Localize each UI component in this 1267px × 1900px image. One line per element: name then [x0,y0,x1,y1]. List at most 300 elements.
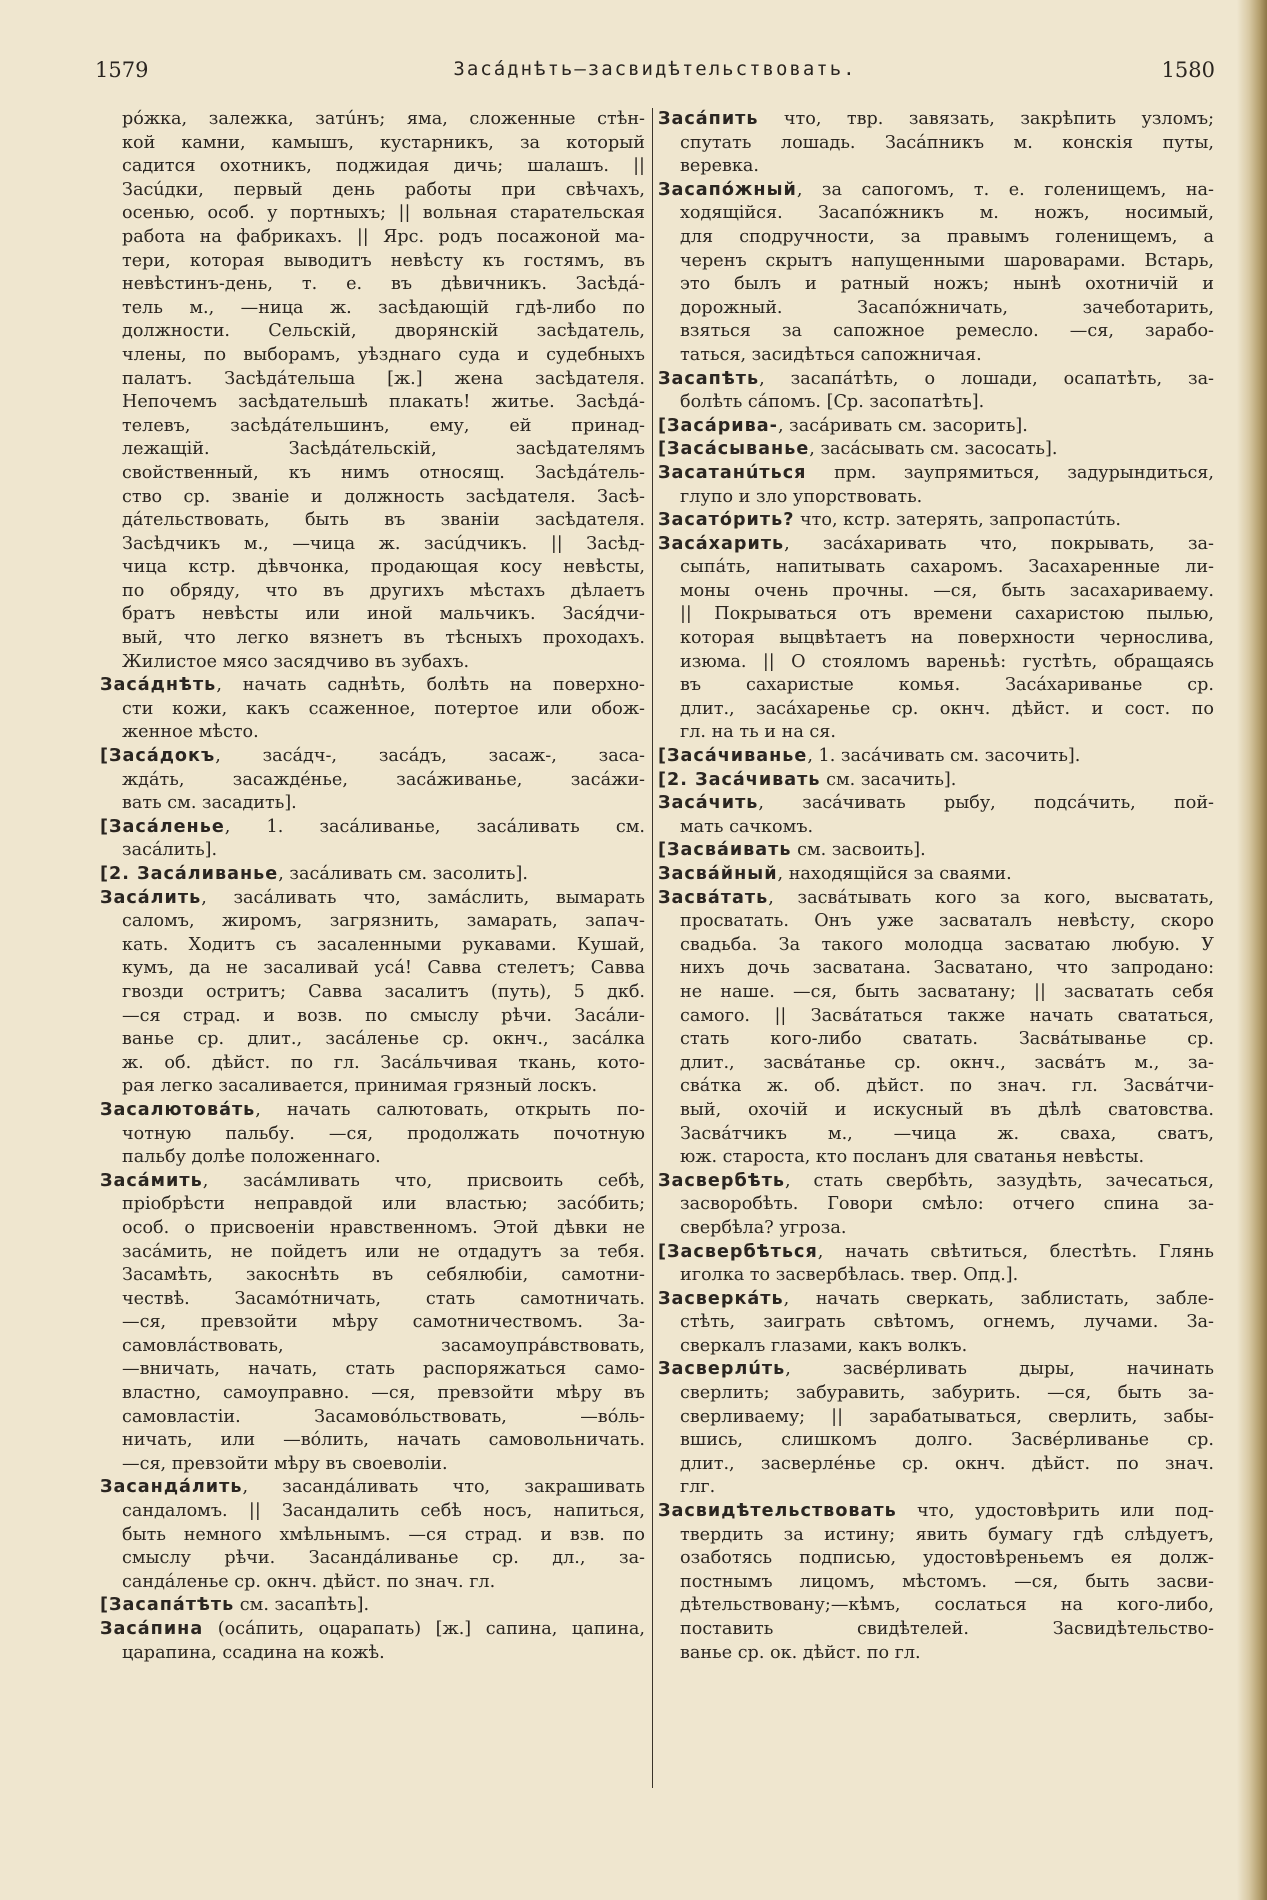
entry-text: болѣть сáпомъ. [Ср. засопатѣть]. [680,392,985,413]
entry-text: вать см. засадить]. [122,793,297,814]
entry-line [658,202,1214,226]
entry-text: Засúдки, первый день работы при свѣчахъ, [122,179,645,200]
entry-line [100,745,645,769]
entry-text: въ сахаристые комья. Засáхариванье ср. [680,675,1214,696]
entry-text: , засáривать см. засорить]. [777,415,1028,436]
entry-text: иголка то засвербѣлась. твер. Опд.]. [680,1265,1019,1286]
entry-line [100,1642,645,1666]
entry-line [100,179,645,203]
dictionary-entry [100,1170,645,1477]
entry-text: , за сапогомъ, т. е. голенищемъ, на- [796,179,1214,200]
entry-line [658,297,1214,321]
entry-line [658,1453,1214,1477]
entry-text: кумъ, да не засаливай усá! Савва стелетъ; Савва [122,958,645,979]
entry-line [100,1429,645,1453]
entry-text: поставить свидѣтелей. Засвидѣтельство- [680,1619,1214,1639]
entry-text: особ. о присвоеніи нравственномъ. Этой дѣвки не [122,1217,645,1238]
entry-text: , находящійся за сваями. [777,864,1012,884]
headword: Засверкáть [658,1288,784,1309]
entry-line [658,391,1214,415]
entry-text: властно, самоуправно. —ся, превзойти мѣру въ [122,1383,645,1404]
entry-line [100,226,645,250]
entry-text: сандáленье ср. окнч. дѣйст. по знач. гл. [122,1571,496,1592]
entry-text: вый, охочій и искусный въ дѣлѣ сватовства. [680,1099,1214,1120]
entry-line [100,1005,645,1029]
entry-line [100,1123,645,1147]
entry-text: твердить за истину; явить бумагу гдѣ слѣдуетъ, [680,1524,1214,1545]
entry-text: таться, засидѣться сапожничая. [680,344,982,365]
entry-line [100,580,645,604]
headword: Засáпина [100,1619,204,1639]
entry-line [658,533,1214,557]
entry-line [100,934,645,958]
entry-line [100,1241,645,1265]
entry-text: ванье ср. длит., засáленье ср. окнч., засáлка [122,1029,645,1050]
entry-line [100,108,645,132]
dictionary-entry [100,1594,645,1618]
entry-text: , стать свербѣть, зазудѣть, зачесаться, [785,1170,1214,1191]
entry-line [658,721,1214,745]
entry-line [100,202,645,226]
entry-text: см. засапѣть]. [234,1595,370,1616]
entry-line [658,108,1214,132]
entry-line [100,1571,645,1595]
entry-line [100,438,645,462]
entry-line [658,1429,1214,1453]
column-left [100,108,645,1665]
entry-text: невѣстинъ-день, т. е. въ дѣвичникъ. Засѣдá- [122,274,645,295]
entry-line [658,462,1214,486]
entry-line [658,1642,1214,1666]
entry-text: свадьба. За такого молодца засватаю любую. У [680,934,1214,955]
entry-text: , 1. засáливанье, засáливать см. [224,816,645,837]
entry-line [100,368,645,392]
entry-line [100,1382,645,1406]
entry-text: черенъ скрытъ напущенными шароварами. Встарь, [680,250,1214,271]
dictionary-entry [658,438,1214,462]
entry-text: , начать салютовать, открыть по- [255,1099,645,1120]
entry-line [658,1193,1214,1217]
entry-line [658,273,1214,297]
entry-text: должности. Сельскій, дворянскій засѣдатель, [122,321,645,342]
entry-text: женное мѣсто. [122,722,259,743]
entry-line [658,1028,1214,1052]
entry-line [658,320,1214,344]
entry-text: , засвéрливать дыры, начинать [785,1359,1214,1380]
entry-text: спутать лошадь. Засáпникъ м. конскія путы, [680,132,1214,153]
column-divider [652,108,653,1788]
dictionary-entry [100,108,645,674]
headword: [Засáчиванье [658,746,808,767]
entry-text: свербѣла? угроза. [680,1217,847,1238]
dictionary-entry [100,863,645,887]
headword: [Засвáивать [658,840,792,861]
entry-line [100,1453,645,1477]
entry-text: вый, что легко вязнетъ въ тѣсныхъ проходахъ. [122,628,645,649]
entry-line [658,1099,1214,1123]
entry-line [100,1193,645,1217]
dictionary-entry [100,674,645,745]
entry-line [100,344,645,368]
entry-line [100,273,645,297]
entry-line [100,1052,645,1076]
headword: Засáднѣть [100,675,217,696]
entry-line [658,674,1214,698]
entry-line [658,1146,1214,1170]
entry-text: см. засачить]. [820,769,957,790]
entry-text: глупо и зло упорствовать. [680,486,923,507]
entry-line [100,1335,645,1359]
entry-line [100,839,645,863]
entry-text: пріобрѣсти неправдой или властью; засóбить; [122,1194,645,1215]
dictionary-entry [658,1170,1214,1241]
entry-text: не наше. —ся, быть засватану; || засватать себя [680,981,1214,1002]
entry-text: , засандáливать что, закрашивать [242,1477,645,1498]
entry-line [658,486,1214,510]
headword: Засáмить [100,1170,203,1191]
entry-text: для сподручности, за правымъ голенищемъ, а [680,226,1214,247]
headword: [Засвербѣться [658,1241,818,1262]
entry-line [100,887,645,911]
entry-line [658,603,1214,627]
entry-line [100,698,645,722]
entry-line [658,1406,1214,1430]
entry-line [100,981,645,1005]
entry-line [100,1217,645,1241]
entry-line [658,934,1214,958]
dictionary-entry [658,533,1214,745]
entry-line [658,1358,1214,1382]
entry-line [658,1264,1214,1288]
entry-text: нихъ дочь засватана. Засватано, что запродано: [680,958,1214,979]
entry-text: сандаломъ. || Засандалить себѣ носъ, напиться, [122,1501,645,1522]
entry-text: , засáмливать что, присвоить себѣ, [202,1170,645,1191]
headword: [Засáдокъ [100,746,216,767]
dictionary-entry [658,108,1214,179]
entry-line [100,603,645,627]
entry-line [658,438,1214,462]
entry-line [100,320,645,344]
entry-text: засворобѣть. Говори смѣло: отчего спина за- [680,1194,1214,1215]
entry-text: братъ невѣсты или иной мальчикъ. Зася́дчи- [122,604,645,625]
entry-text: просватать. Онъ уже засваталъ невѣсту, скоро [680,911,1214,932]
entry-line [658,509,1214,533]
entry-text: ванье ср. ок. дѣйст. по гл. [680,1642,921,1663]
entry-line [658,698,1214,722]
entry-text: Засвáтчикъ м., —чица ж. сваха, сватъ, [680,1123,1214,1144]
entry-text: , начать сверкать, заблистать, забле- [783,1288,1214,1309]
entry-text: озаботясь подписью, удостовѣреньемъ ея долж- [680,1548,1214,1569]
entry-text: быть немного хмѣльнымъ. —ся страд. и взв. по [122,1524,645,1545]
entry-text: тель м., —ница ж. засѣдающій гдѣ-либо по [122,297,645,318]
entry-text: , засáливать см. засолить]. [278,864,528,884]
entry-line [100,509,645,533]
page-number-right: 1580 [1161,58,1215,82]
entry-text: это былъ и ратный ножъ; нынѣ охотничій и [680,274,1214,295]
entry-line [100,1264,645,1288]
entry-text: гвозди остритъ; Савва засалитъ (путь), 5 дкб. [122,981,645,1002]
entry-text: телевъ, засѣдáтельшинъ, ему, ей принад- [122,415,645,436]
headword: [Засáсыванье [658,439,810,460]
headword: Засатанúться [658,462,807,483]
column-right [658,108,1214,1665]
entry-text: сверкалъ глазами, какъ волкъ. [680,1335,968,1356]
entry-line [658,769,1214,793]
entry-text: , засáхаривать что, покрывать, за- [784,533,1214,554]
entry-line [658,1476,1214,1500]
entry-line [658,580,1214,604]
entry-line [658,792,1214,816]
entry-text: свойственный, къ нимъ относящ. Засѣдáтель- [122,462,645,483]
headword: Засверлúть [658,1359,786,1380]
dictionary-entry [658,368,1214,415]
entry-line [100,556,645,580]
entry-text: Жилистое мясо засядчиво въ зубахъ. [122,651,470,672]
entry-text: дáтельствовать, быть въ званіи засѣдателя. [122,510,645,531]
entry-line [658,745,1214,769]
entry-line [100,155,645,179]
entry-text: —ся, превзойти мѣру самотничествомъ. За- [122,1312,645,1333]
entry-line [658,368,1214,392]
entry-line [658,1075,1214,1099]
entry-line [658,1005,1214,1029]
entry-text: , засапáтѣть, о лошади, осапатѣть, за- [759,368,1214,389]
entry-text: см. засвоить]. [791,840,926,861]
headword: [Засáрива- [658,415,778,436]
entry-line [100,1311,645,1335]
entry-text: чествѣ. Засамóтничать, стать самотничать. [122,1288,645,1309]
entry-text: осенью, особ. у портныхъ; || вольная старательская [122,203,645,224]
entry-line [658,1052,1214,1076]
entry-line [100,1146,645,1170]
entry-text: прм. заупрямиться, задурындиться, [806,462,1214,483]
entry-line [658,226,1214,250]
headword: Засапѣть [658,368,760,389]
entry-text: садится охотникъ, поджидая дичь; шалашъ. || [122,156,645,177]
entry-text: дѣтельствовану;—кѣмъ, сослаться на кого-либо, [680,1595,1214,1616]
entry-text: , 1. засáчивать см. засочить]. [807,746,1081,767]
entry-line [658,1571,1214,1595]
entry-line [658,887,1214,911]
entry-line [100,1099,645,1123]
book-binding-edge [1237,0,1267,1900]
entry-text: веревка. [680,156,759,177]
dictionary-entry [658,745,1214,769]
entry-text: мать сачкомъ. [680,816,814,837]
entry-text: взяться за сапожное ремесло. —ся, зарабо- [680,321,1214,342]
dictionary-entry [100,1476,645,1594]
entry-text: самого. || Засвáтаться также начать свататься, [680,1005,1214,1026]
entry-text: что, удостовѣрить или под- [896,1501,1214,1522]
entry-line [658,179,1214,203]
headword: Засапóжный [658,179,797,200]
entry-text: ждáть, засаждéнье, засáживанье, засáжи- [122,769,645,790]
entry-text: которая выцвѣтаетъ на поверхности чернослива, [680,628,1214,649]
entry-line [658,1382,1214,1406]
entry-line [100,132,645,156]
entry-line [100,250,645,274]
dictionary-entry [658,1288,1214,1359]
entry-line [100,651,645,675]
entry-text: работа на фабрикахъ. || Ярс. родъ посажоной ма- [122,226,645,247]
entry-text: Непочемъ засѣдательшѣ плакать! житье. Засѣдá- [122,392,645,413]
dictionary-entry [658,863,1214,887]
entry-text: свáтка ж. об. дѣйст. по знач. гл. Засвáтчи- [680,1076,1214,1097]
dictionary-entry [100,887,645,1099]
entry-line [100,1028,645,1052]
headword: Засвидѣтельствовать [658,1501,897,1522]
entry-line [658,910,1214,934]
entry-line [658,415,1214,439]
entry-line [658,1618,1214,1642]
dictionary-entry [658,179,1214,368]
entry-text: —вничать, начать, стать распоряжаться само- [122,1359,645,1380]
headword: [Засапáтѣть [100,1595,235,1616]
headword: Засандáлить [100,1477,243,1498]
entry-text: кой камни, камышъ, кустарникъ, за который [122,132,645,153]
entry-text: глг. [680,1477,716,1498]
entry-text: —ся страд. и возв. по смыслу рѣчи. Засáли- [122,1005,645,1026]
entry-line [658,1594,1214,1618]
entry-text: самовластіи. Засамовóльствовать, —вóль- [122,1406,645,1427]
entry-text: —ся, превзойти мѣру въ своеволіи. [122,1453,448,1474]
entry-line [100,462,645,486]
entry-text: длит., засáхаренье ср. окнч. дѣйст. и сост. по [680,698,1214,719]
dictionary-entry [658,792,1214,839]
headword: Засвáтать [658,887,769,908]
entry-line [658,1547,1214,1571]
entry-line [100,1618,645,1642]
dictionary-entry [100,1099,645,1170]
entry-line [658,1500,1214,1524]
dictionary-entry [658,839,1214,863]
entry-text: саломъ, жиромъ, загрязнить, замарать, запач- [122,911,645,932]
entry-text: , начать свѣтиться, блестѣть. Глянь [817,1241,1214,1262]
dictionary-entry [100,1618,645,1665]
entry-text: постнымъ лицомъ, мѣстомъ. —ся, быть засви- [680,1571,1214,1592]
entry-text: длит., засверлéнье ср. окнч. дѣйст. по знач. [680,1453,1214,1474]
entry-text: царапина, ссадина на кожѣ. [122,1642,385,1663]
entry-text: члены, по выборамъ, уѣзднаго суда и судебныхъ [122,344,645,365]
entry-text: рóжка, залежка, затúнъ; яма, сложенные стѣн- [122,109,645,129]
entry-text: (осáпить, оцарапать) [ж.] сапина, цапина, [203,1619,645,1639]
entry-text: палатъ. Засѣдáтельша [ж.] жена засѣдателя. [122,368,645,389]
entry-line [658,1524,1214,1548]
entry-text: чица кстр. дѣвчонка, продающая косу невѣсты, [122,557,645,578]
headword: Засáхарить [658,533,785,554]
entry-text: тери, которая выводитъ невѣсту къ гостямъ, въ [122,250,645,271]
entry-line [100,816,645,840]
headword: Засвáйный [658,864,778,884]
entry-text: вшись, слишкомъ долго. Засвéрливанье ср. [680,1430,1214,1451]
entry-line [100,415,645,439]
entry-line [100,910,645,934]
entry-text: кать. Ходитъ съ засаленными рукавами. Кушай, [122,934,645,955]
entry-line [658,816,1214,840]
entry-line [100,1075,645,1099]
entry-text: пальбу долѣе положеннаго. [122,1147,381,1168]
entry-line [658,556,1214,580]
entry-line [100,957,645,981]
headword: Засалютовáть [100,1099,256,1120]
entry-line [100,674,645,698]
headword: [2. Засáчивать [658,769,821,790]
headword: Засатóрить? [658,510,795,531]
entry-text: стѣть, заиграть свѣтомъ, огнемъ, лучами. За- [680,1312,1214,1333]
entry-line [100,533,645,557]
entry-line [658,863,1214,887]
entry-line [100,391,645,415]
entry-line [100,627,645,651]
entry-line [658,957,1214,981]
entry-text: ничать, или —вóлить, начать самовольничать. [122,1430,645,1451]
entry-text: ство ср. званіе и должность засѣдателя. Засѣ- [122,486,645,507]
entry-text: Засамѣть, закоснѣть въ себялюбіи, самотни- [122,1265,645,1286]
entry-line [658,981,1214,1005]
entry-text: гл. на ть и на ся. [680,722,836,743]
entry-text: засáмить, не пойдетъ или не отдадутъ за тебя. [122,1241,645,1262]
headword: [Засáленье [100,816,225,837]
dictionary-entry [658,415,1214,439]
entry-text: ходящійся. Засапóжникъ м. ножъ, носимый, [680,203,1214,224]
entry-line [100,1358,645,1382]
entry-text: || Покрываться отъ времени сахаристою пылью, [680,604,1214,625]
entry-text: Засѣдчикъ м., —чица ж. засúдчикъ. || Засѣд- [122,533,645,554]
entry-line [658,1217,1214,1241]
entry-text: юж. староста, кто посланъ для сватанья невѣсты. [680,1147,1145,1168]
headword: Засвербѣть [658,1170,786,1191]
entry-text: сверливаему; || зарабатываться, сверлить, забы- [680,1406,1214,1427]
entry-text: лежащій. Засѣдáтельскій, засѣдателямъ [122,439,645,460]
entry-line [100,769,645,793]
entry-text: , засáливать что, замáслить, вымарать [201,887,645,908]
entry-line [658,344,1214,368]
entry-text: изюма. || О стояломъ вареньѣ: густѣть, обращаясь [680,651,1214,672]
entry-text: стать кого-либо сватать. Засвáтыванье ср. [680,1029,1214,1050]
headword: Засáлить [100,887,202,908]
dictionary-entry [658,1358,1214,1500]
entry-text: длит., засвáтанье ср. окнч., засвáтъ м., за- [680,1052,1214,1073]
entry-line [100,1547,645,1571]
entry-line [658,250,1214,274]
dictionary-entry [658,1500,1214,1665]
entry-text: , засáчивать рыбу, подсáчить, пой- [758,793,1214,814]
dictionary-entry [658,769,1214,793]
entry-line [100,297,645,321]
entry-text: сти кожи, какъ ссаженное, потертое или обож- [122,698,645,719]
entry-text: , засвáтывать кого за кого, высватать, [768,887,1214,908]
dictionary-entry [100,816,645,863]
entry-line [658,651,1214,675]
entry-line [658,1241,1214,1265]
entry-text: рая легко засаливается, принимая грязный лоскъ. [122,1076,598,1097]
entry-line [100,486,645,510]
entry-text: что, кстр. затерять, запропастúть. [794,510,1121,531]
entry-line [658,132,1214,156]
entry-line [658,839,1214,863]
entry-text: , засáсывать см. засосать]. [809,439,1058,460]
entry-text: что, твр. завязать, закрѣпить узломъ; [758,109,1214,129]
entry-line [100,1500,645,1524]
page-number-left: 1579 [95,58,149,82]
running-title: Засáднѣть—засвидѣтельствовать. [453,58,857,80]
entry-text: засáлить]. [122,840,218,861]
entry-text: смыслу рѣчи. Засандáливанье ср. дл., за- [122,1548,645,1569]
entry-text: сыпáть, напитывать сахаромъ. Засахаренные ли- [680,557,1214,578]
entry-text: дорожный. Засапóжничать, зачеботарить, [680,297,1214,318]
entry-line [658,627,1214,651]
entry-text: моны очень прочны. —ся, быть засахариваему. [680,580,1214,601]
